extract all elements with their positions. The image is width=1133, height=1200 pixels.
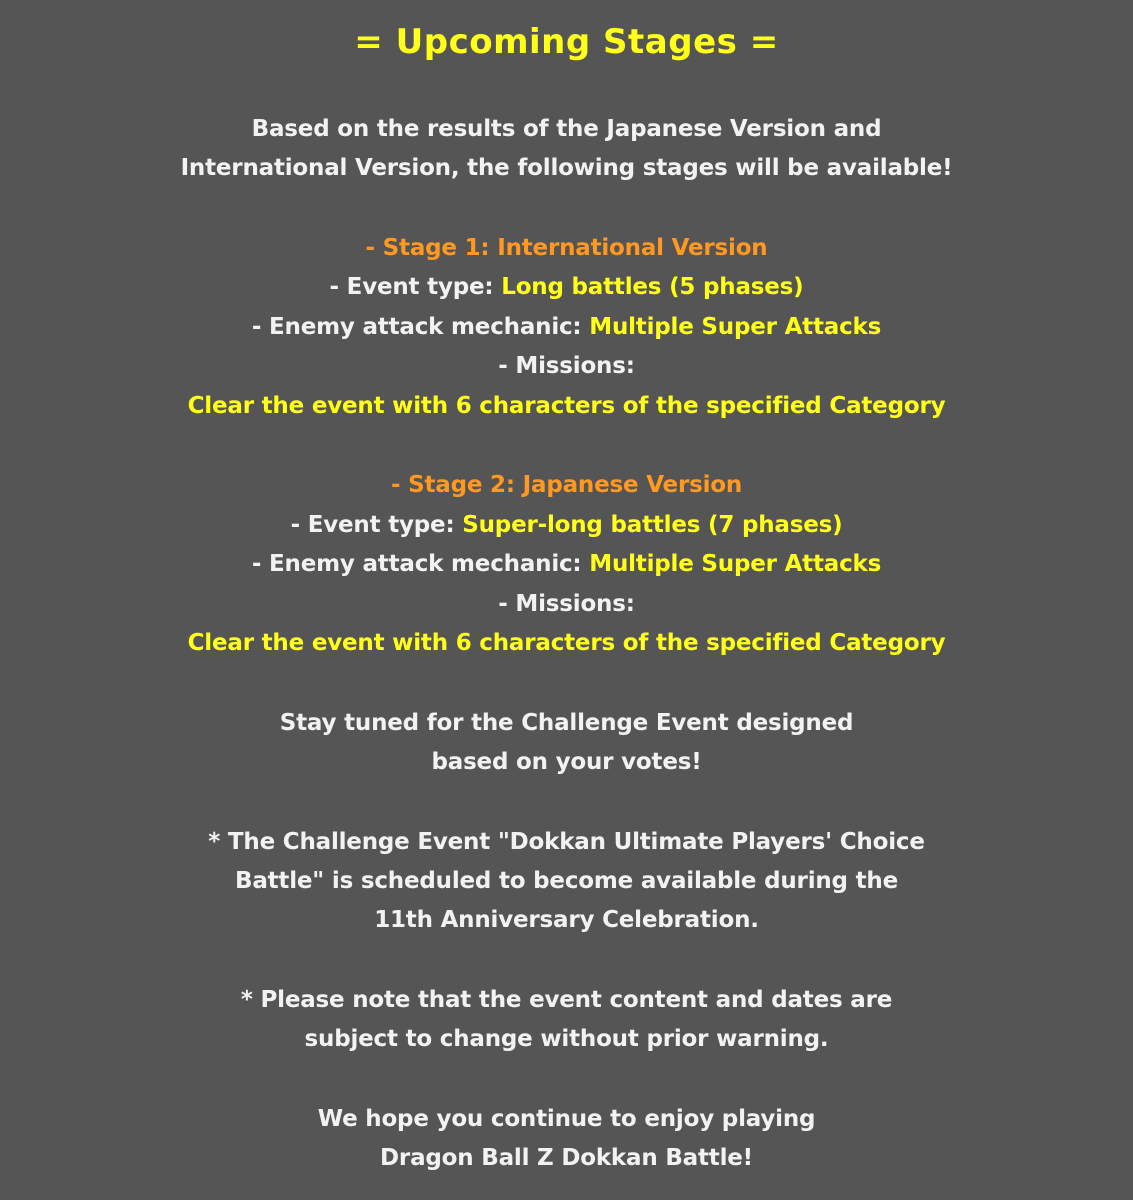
stage-2-mechanic	[0, 545, 1133, 584]
stage-1-mechanic	[0, 308, 1133, 347]
page-title: = Upcoming Stages =	[354, 22, 779, 62]
mechanic-label: - Enemy attack mechanic:	[251, 551, 590, 577]
intro-line: Based on the results of the Japanese Version and	[251, 116, 882, 142]
stay-tuned-line: based on your votes!	[431, 749, 702, 775]
stage-2-event-type	[0, 506, 1133, 545]
intro-line: International Version, the following stages will be available!	[180, 155, 953, 181]
mechanic-label: - Enemy attack mechanic:	[251, 314, 590, 340]
closing-line: We hope you continue to enjoy playing	[317, 1106, 816, 1132]
change-note-line: * Please note that the event content and dates are	[240, 987, 893, 1013]
event-type-label: - Event type:	[290, 512, 463, 538]
mechanic-value: Multiple Super Attacks	[589, 314, 882, 340]
event-type-label: - Event type:	[329, 274, 502, 300]
event-type-value: Super-long battles (7 phases)	[462, 512, 843, 538]
schedule-note-line: Battle" is scheduled to become available during the	[234, 868, 898, 894]
event-type-value: Long battles (5 phases)	[501, 274, 804, 300]
closing-line: Dragon Ball Z Dokkan Battle!	[380, 1145, 753, 1171]
stage-2-missions-label: - Missions:	[498, 591, 635, 617]
stage-1-missions-label: - Missions:	[498, 353, 635, 379]
mechanic-value: Multiple Super Attacks	[589, 551, 882, 577]
change-note-line: subject to change without prior warning.	[304, 1026, 829, 1052]
schedule-note-line: 11th Anniversary Celebration.	[374, 907, 759, 933]
stage-2-heading: - Stage 2: Japanese Version	[390, 472, 743, 498]
schedule-note-line: * The Challenge Event "Dokkan Ultimate Players' Choice	[208, 829, 925, 855]
stage-1-event-type	[0, 268, 1133, 307]
stage-1-missions-value: Clear the event with 6 characters of the specified Category	[187, 393, 946, 419]
stage-2-missions-value: Clear the event with 6 characters of the specified Category	[187, 630, 946, 656]
stage-1-heading: - Stage 1: International Version	[365, 235, 768, 261]
stay-tuned-line: Stay tuned for the Challenge Event designed	[279, 710, 854, 736]
